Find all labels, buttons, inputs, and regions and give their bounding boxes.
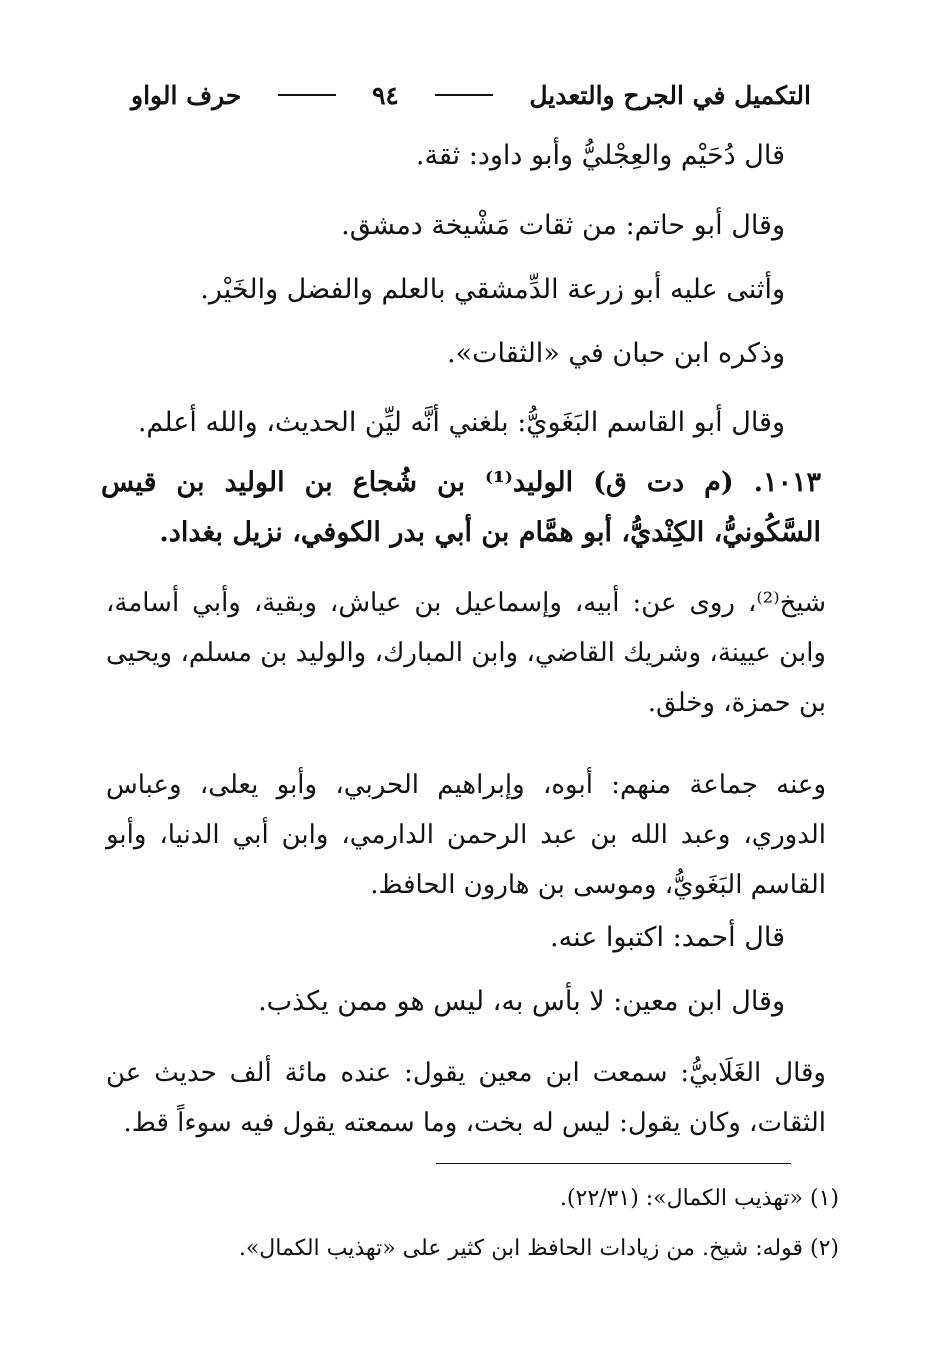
footnote-separator: [436, 1163, 791, 1164]
entry-heading-text: (م دت ق) الوليد⁽¹⁾ بن شُجاع بن الوليد بن قيس السَّكُونيُّ، الكِنْديُّ، أبو همَّام بن أبي بدر الكوفي، نزيل بغداد.: [101, 467, 821, 548]
book-title: التكميل في الجرح والتعديل: [529, 80, 811, 110]
text-line: قال دُحَيْم والعِجْليُّ وأبو داود: ثقة.: [415, 140, 785, 171]
text-line: قال أحمد: اكتبوا عنه.: [550, 922, 785, 953]
entry-number: ١٠١٣.: [753, 467, 822, 498]
header-dash: [278, 94, 336, 96]
header-dash: [435, 94, 493, 96]
running-header: [131, 70, 811, 120]
paragraph: وقال الغَلَابيُّ: سمعت ابن معين يقول: عنده مائة ألف حديث عن الثقات، وكان يقول: ليس له بخت، وما سمعته يقول فيه سوءاً قط.: [106, 1058, 826, 1138]
text-line: وقال أبو حاتم: من ثقات مَشْيخة دمشق.: [341, 210, 785, 241]
page-number: ٩٤: [371, 80, 399, 110]
text-line: وذكره ابن حبان في «الثقات».: [447, 338, 785, 369]
paragraph: شيخ⁽²⁾، روى عن: أبيه، وإسماعيل بن عياش، وبقية، وأبي أسامة، وابن عيينة، وشريك القاضي، وابن المبارك، والوليد بن مسلم، ويحيى بن حمزة، وخلق.: [106, 588, 826, 718]
section-title: حرف الواو: [131, 80, 242, 110]
paragraph: وعنه جماعة منهم: أبوه، وإبراهيم الحربي، وأبو يعلى، وعباس الدوري، وعبد الله بن عبد الرحمن الدارمي، وابن أبي الدنيا، وأبو القاسم البَغَويُّ، وموسى بن هارون الحافظ.: [106, 770, 826, 900]
text-line: وأثنى عليه أبو زرعة الدِّمشقي بالعلم والفضل والخَيْر.: [200, 274, 785, 305]
footnote: (٢) قوله: شيخ. من زيادات الحافظ ابن كثير على «تهذيب الكمال».: [238, 1236, 839, 1261]
text-line: وقال أبو القاسم البَغَويُّ: بلغني أنَّه ليِّن الحديث، والله أعلم.: [137, 407, 785, 438]
footnote: (١) «تهذيب الكمال»: (٢٢/٣١).: [559, 1186, 839, 1211]
text-line: وقال ابن معين: لا بأس به، ليس هو ممن يكذب.: [258, 986, 785, 1017]
biography-entry-heading: [101, 458, 821, 558]
